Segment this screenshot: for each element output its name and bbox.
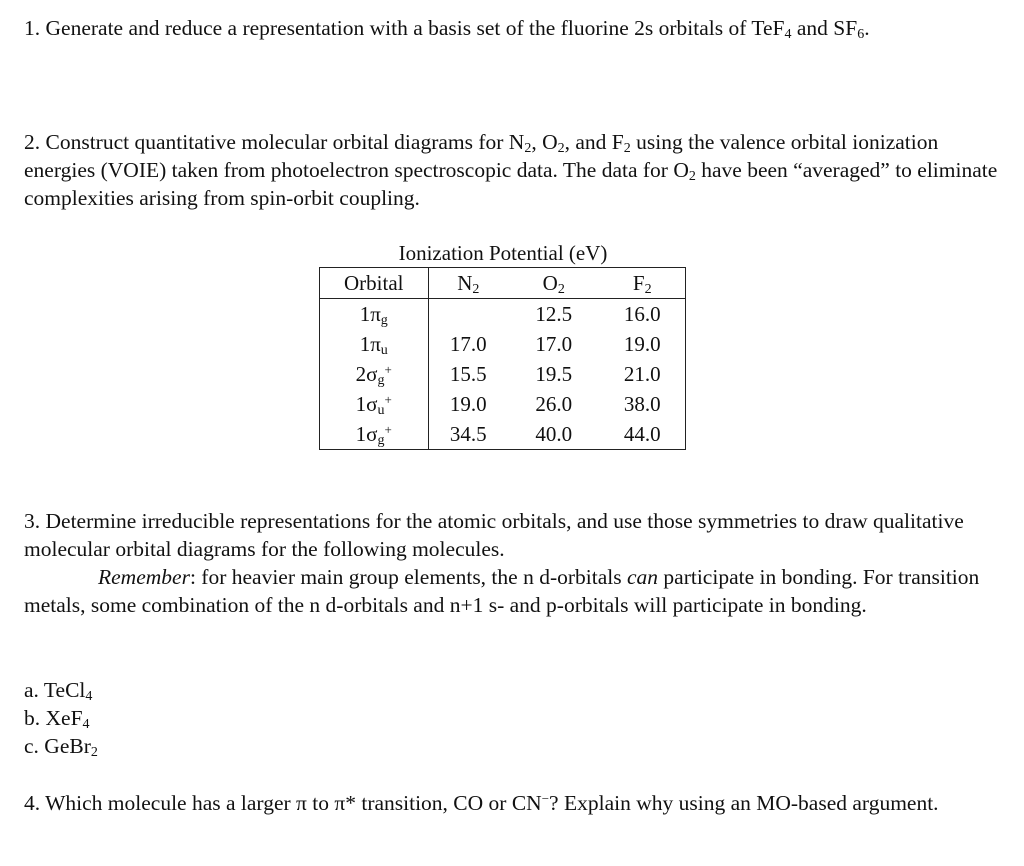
list-item: c. GeBr$_2$ (24, 734, 98, 760)
list-item: a. TeCl$_4$ (24, 678, 93, 704)
remember-label: Remember (98, 565, 190, 589)
f2-cell: 38.0 (623, 392, 661, 416)
f2-cell: 16.0 (623, 302, 661, 326)
q1-mid: and SF (791, 16, 858, 40)
q2-part-5: have been “averaged” to eliminate complexities arising from spin-orbit coupling. (24, 158, 998, 210)
o2-cell: 26.0 (535, 392, 573, 416)
header-o2: $O_2$ (508, 268, 599, 299)
orbital-cell: $1\pi_u$ (320, 329, 429, 359)
question-2 (24, 128, 999, 212)
ionization-table (319, 267, 686, 450)
table-row (320, 389, 686, 419)
o2-cell: 40.0 (535, 422, 573, 446)
q4-charge: − (541, 791, 550, 806)
q2-sub: 2 (688, 169, 696, 184)
n2-cell: 19.0 (449, 392, 487, 416)
q2-part-4: using the valence orbital ionization energies (VOIE) taken from photoelectron spectroscopic data. The data for O (24, 130, 939, 182)
question-4 (24, 789, 999, 817)
table-title: Ionization Potential (eV) (398, 241, 608, 265)
n2-cell: 15.5 (449, 362, 487, 386)
table-row (320, 299, 686, 330)
o2-cell: 19.5 (535, 362, 573, 386)
table-row (320, 419, 686, 450)
header-f2: $F_2$ (599, 268, 685, 299)
o2-cell: 17.0 (535, 332, 573, 356)
header-n2: $N_2$ (428, 268, 508, 299)
n2-cell: 17.0 (449, 332, 487, 356)
molecule-list (24, 676, 98, 760)
f2-cell: 21.0 (623, 362, 661, 386)
q4-part-1: 4. Which molecule has a larger π to π* transition, CO or CN (24, 791, 542, 815)
f2-cell: 19.0 (623, 332, 661, 356)
orbital-cell: $2\sigma_g^+$ (320, 359, 429, 389)
orbital-cell: $1\sigma_u^+$ (320, 389, 429, 419)
n2-cell (428, 299, 508, 330)
q2-part-2: , O (531, 130, 558, 154)
question-3 (24, 507, 999, 619)
q4-part-2: ? Explain why using an MO-based argument. (549, 791, 939, 815)
q1-text: 1. Generate and reduce a representation with a basis set of the fluorine 2s orbitals of TeF (24, 16, 785, 40)
q2-sub: 2 (557, 141, 565, 156)
q1-end: . (864, 16, 870, 40)
q3-text: 3. Determine irreducible representations for the atomic orbitals, and use those symmetries to draw qualitative molecular orbital diagrams for the following molecules. (24, 509, 964, 561)
table-row (320, 359, 686, 389)
table-header-row (320, 268, 686, 299)
q2-sub: 2 (623, 141, 631, 156)
q2-sub: 2 (524, 141, 532, 156)
q2-part-1: 2. Construct quantitative molecular orbital diagrams for N (24, 130, 525, 154)
f2-cell: 44.0 (623, 422, 661, 446)
list-item: b. XeF$_4$ (24, 706, 90, 732)
question-1 (24, 14, 999, 42)
q1-sub-6: 6 (857, 27, 865, 42)
n2-cell: 34.5 (449, 422, 487, 446)
q3-remember-1: : for heavier main group elements, the n d-orbitals (189, 565, 627, 589)
q3-can: can (626, 565, 659, 589)
orbital-cell: $1\sigma_g^+$ (320, 419, 429, 450)
q1-sub-4: 4 (784, 27, 792, 42)
orbital-cell: $1\pi_g$ (320, 299, 429, 330)
header-orbital: Orbital (320, 268, 429, 299)
q2-part-3: , and F (564, 130, 624, 154)
table-row (320, 329, 686, 359)
o2-cell: 12.5 (535, 302, 573, 326)
q3-remember-2: participate in bonding. For transition metals, some combination of the n d-orbitals and n+1 s- and p-orbitals will participate in bonding. (24, 565, 980, 617)
